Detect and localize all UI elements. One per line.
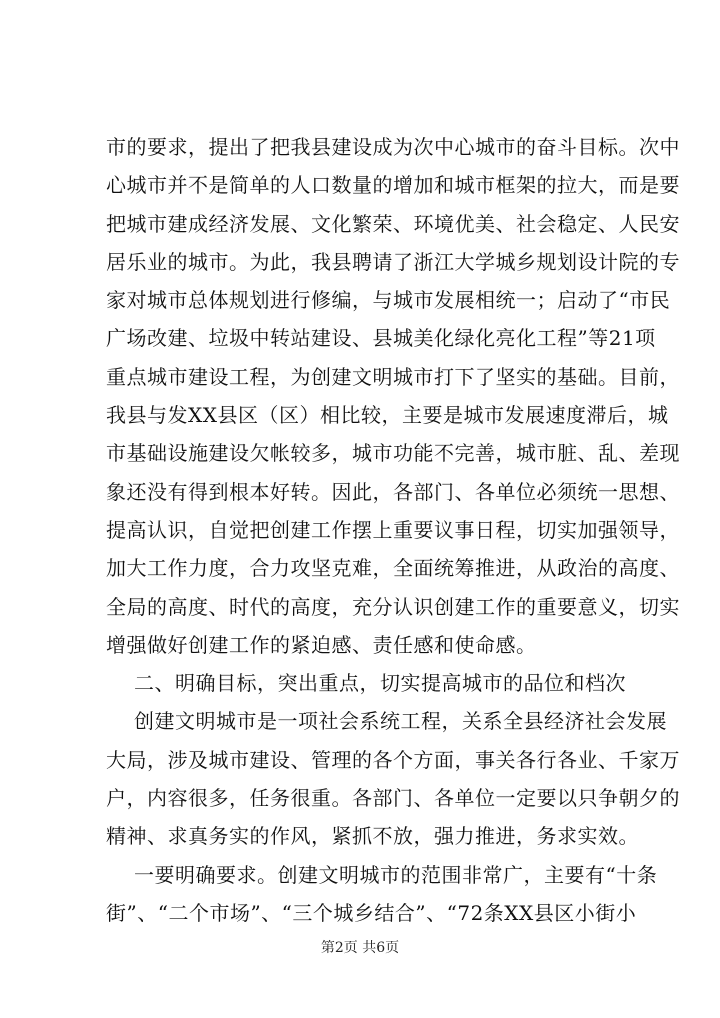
text-line: 户，内容很多，任务很重。各部门、各单位一定要以只争朝夕的 [106, 786, 680, 811]
text-line: 全局的高度、时代的高度，充分认识创建工作的重要意义，切实 [106, 594, 680, 619]
text-line: 街”、“二个市场”、“三个城乡结合”、“72条XX县区小街小 [106, 900, 637, 925]
text-line: 我县与发XX县区（区）相比较，主要是城市发展速度滞后，城 [106, 403, 669, 428]
text-line: 居乐业的城市。为此，我县聘请了浙江大学城乡规划设计院的专 [106, 249, 680, 274]
text-line: 大局，涉及城市建设、管理的各个方面，事关各行各业、千家万 [106, 747, 680, 772]
text-line: 市的要求，提出了把我县建设成为次中心城市的奋斗目标。次中 [106, 135, 680, 159]
text-line: 象还没有得到根本好转。因此，各部门、各单位必须统一思想、 [106, 479, 680, 504]
text-line: 心城市并不是简单的人口数量的增加和城市框架的拉大，而是要 [106, 173, 680, 198]
page-footer: 第2页 共6页 [320, 940, 400, 956]
text-line: 重点城市建设工程，为创建文明城市打下了坚实的基础。目前， [106, 364, 680, 389]
text-line: 家对城市总体规划进行修编，与城市发展相统一；启动了“市民 [106, 288, 671, 313]
text-line: 广场改建、垃圾中转站建设、县城美化绿化亮化工程”等21项 [106, 326, 656, 351]
text-line: 增强做好创建工作的紧迫感、责任感和使命感。 [106, 632, 537, 657]
document-body [106, 128, 680, 932]
text-line: 加大工作力度，合力攻坚克难，全面统筹推进，从政治的高度、 [106, 556, 680, 581]
paragraph-start: 一要明确要求。创建文明城市的范围非常广，主要有“十条 [134, 862, 658, 887]
text-line: 提高认识，自觉把创建工作摆上重要议事日程，切实加强领导， [106, 517, 680, 542]
text-line: 把城市建成经济发展、文化繁荣、环境优美、社会稳定、人民安 [106, 211, 680, 236]
paragraph-start: 创建文明城市是一项社会系统工程，关系全县经济社会发展 [134, 709, 667, 734]
text-line: 精神、求真务实的作风，紧抓不放，强力推进，务求实效。 [106, 824, 639, 849]
section-heading: 二、明确目标，突出重点，切实提高城市的品位和档次 [134, 671, 626, 696]
text-line: 市基础设施建设欠帐较多，城市功能不完善，城市脏、乱、差现 [106, 441, 680, 466]
